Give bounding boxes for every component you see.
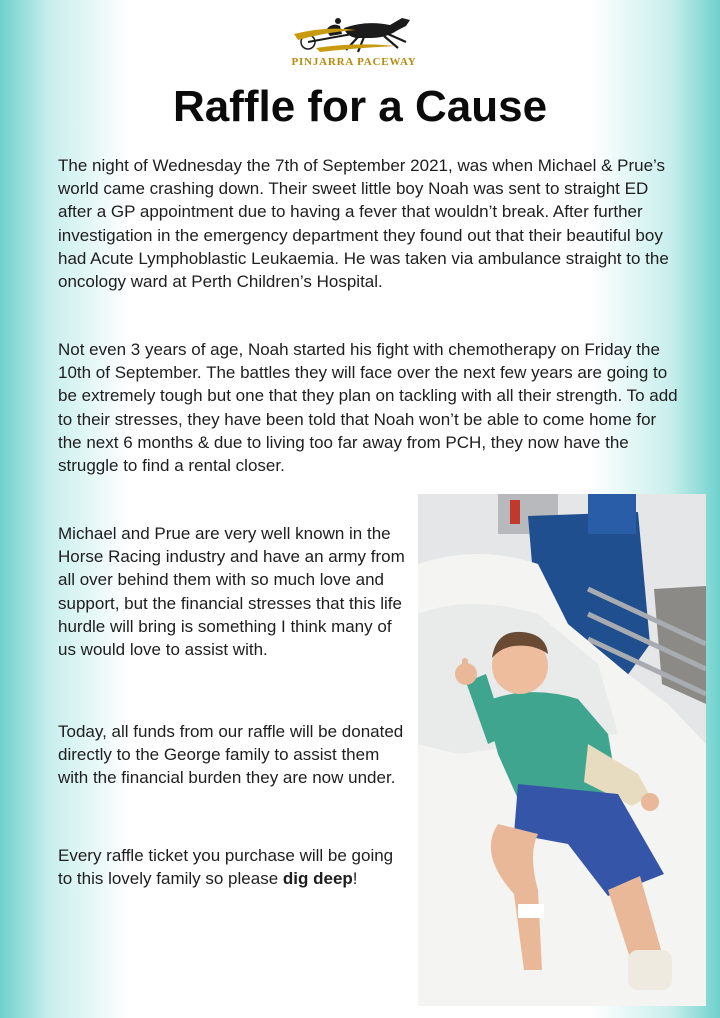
brand-logo bbox=[286, 12, 422, 74]
paragraph-raffle-funds: Today, all funds from our raffle will be donated directly to the George family to assist them with the financial burden they are now under. bbox=[58, 722, 404, 788]
child-in-hospital-bed-photo bbox=[418, 494, 706, 1006]
page-title: Raffle for a Cause bbox=[172, 82, 548, 131]
cta-end-text: ! bbox=[352, 869, 358, 889]
brand-name: PINJARRA PACEWAY bbox=[291, 56, 417, 68]
cta-text: Every raffle ticket you purchase will be going to this lovely family so please bbox=[58, 846, 394, 889]
cta-bold-text: dig deep bbox=[282, 869, 353, 889]
paragraph-support: Michael and Prue are very well known in the Horse Racing industry and have an army from all over behind them with so much love and support, but the financial stresses that this life hurdle will bring is something I think many of us would love to assist with. bbox=[58, 524, 405, 660]
harness-racing-horse-icon bbox=[286, 12, 422, 56]
paragraph-diagnosis: The night of Wednesday the 7th of September 2021, was when Michael & Prue’s world came crashing down. Their sweet little boy Noah was sent to straight ED after a GP appointment due to having a fever that wouldn’t break. After further investigation in the emergency department they found out that their beautiful boy had Acute Lymphoblastic Leukaemia. He was taken via ambulance straight to the oncology ward at Perth Children’s Hospital. bbox=[58, 156, 669, 292]
photo-illustration bbox=[418, 494, 706, 1006]
paragraph-call-to-action bbox=[58, 844, 410, 890]
paragraph-chemotherapy: Not even 3 years of age, Noah started his fight with chemotherapy on Friday the 10th of September. The battles they will face over the next few years are going to be extremely tough but one that they plan on tackling with all their strength. To add to their stresses, they have been told that Noah won’t be able to come home for the next 6 months & due to living too far away from PCH, they now have the struggle to find a rental closer. bbox=[58, 340, 678, 476]
